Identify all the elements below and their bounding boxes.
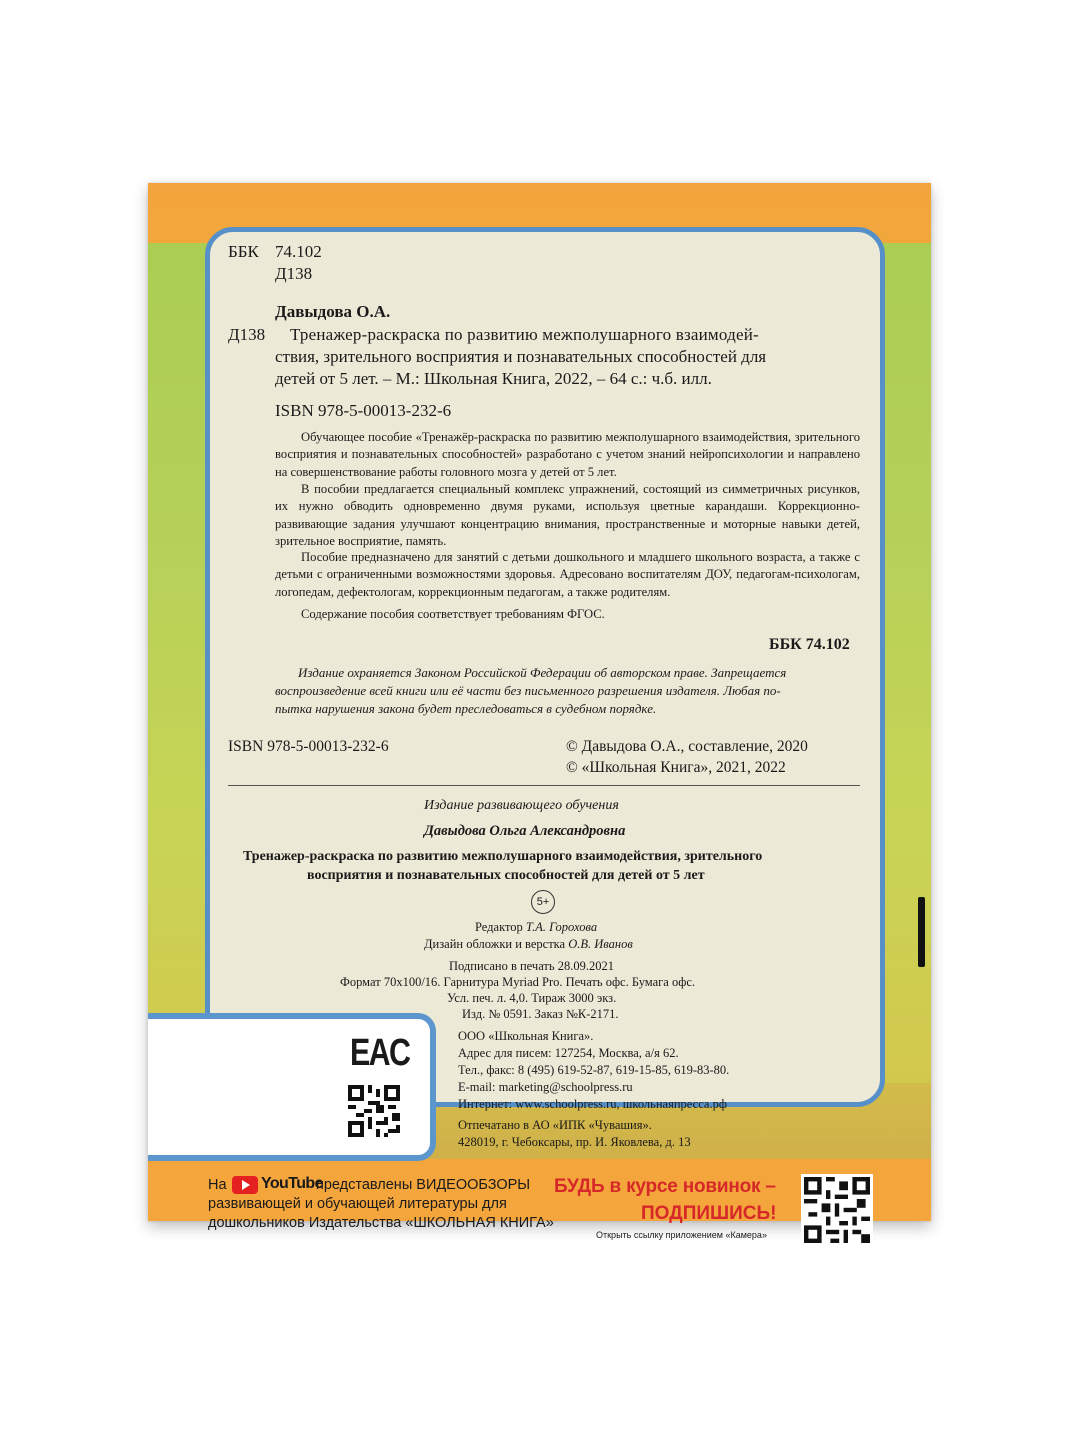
promo-line-1: представлены ВИДЕООБЗОРЫ	[316, 1177, 531, 1193]
publisher-phone: Тел., факс: 8 (495) 619-52-87, 619-15-85, 619-83-80.	[458, 1063, 730, 1077]
qr-code-icon	[348, 1085, 400, 1137]
editor-name: Т.А. Горохова	[525, 920, 598, 934]
publisher-website: Интернет: www.schoolpress.ru, школьнаяпресса.рф	[458, 1097, 727, 1111]
annotation-p2: В пособии предлагается специальный комплекс упражнений, состоящий из симметричных рисунков, их нужно обводить одновременно двумя руками, используя цветные карандаши. Коррекционно-развивающие задания улучшают концентрацию внимания, пространственные и моторные навыки детей, зрительное восприятие, память.	[275, 482, 860, 548]
age-rating-badge: 5+	[531, 890, 555, 914]
promo-on: На	[208, 1177, 227, 1193]
title-line-2: восприятия и познавательных способностей для детей от 5 лет	[307, 868, 705, 883]
bbk-right: ББК 74.102	[769, 636, 850, 653]
editor-line	[475, 920, 597, 935]
publisher-name: ООО «Школьная Книга».	[458, 1029, 594, 1043]
publisher-email: E-mail: marketing@schoolpress.ru	[458, 1080, 633, 1094]
designer-name: О.В. Иванов	[568, 937, 633, 951]
copyright-line-2: воспроизведение всей книги или её части без письменного разрешения издателя. Любая по-	[275, 683, 781, 698]
publisher-address: Адрес для писем: 127254, Москва, а/я 62.	[458, 1046, 679, 1060]
isbn-bottom: ISBN 978-5-00013-232-6	[228, 738, 389, 755]
copyright-line-3: пытка нарушения закона будет преследоваться в судебном порядке.	[275, 701, 657, 716]
cta-line-2: ПОДПИШИСЬ!	[641, 1203, 777, 1224]
biblio-line-1: Тренажер-раскраска по развитию межполушарного взаимодей-	[290, 325, 759, 344]
order-line: Изд. № 0591. Заказ №К-2171.	[462, 1007, 619, 1021]
designer-label: Дизайн обложки и верстка	[424, 937, 566, 951]
annotation-p4: Содержание пособия соответствует требованиям ФГОС.	[301, 607, 605, 621]
annotation-p3: Пособие предназначено для занятий с детьми дошкольного и младшего школьного возраста, а также с детьми с ограниченными возможностями здоровья. Адресовано воспитателям ДОУ, педагогам-психологам, логопедам, дефектологам, коррекционным педагогам, а также родителям.	[275, 550, 860, 599]
isbn-top: ISBN 978-5-00013-232-6	[275, 401, 452, 420]
designer-line	[424, 937, 633, 952]
author-mark: Д138	[275, 264, 313, 283]
edition-type: Издание развивающего обучения	[424, 798, 619, 813]
signed-date: Подписано в печать 28.09.2021	[449, 959, 614, 973]
youtube-wordmark: YouTube	[261, 1175, 323, 1192]
cta-line-1: БУДЬ в курсе новинок –	[554, 1176, 776, 1197]
editor-label: Редактор	[475, 920, 523, 934]
format-line: Формат 70x100/16. Гарнитура Myriad Pro. Печать офс. Бумага офс.	[340, 975, 696, 989]
subscribe-qr-code-icon[interactable]	[801, 1174, 873, 1246]
biblio-line-3: детей от 5 лет. – М.: Школьная Книга, 2022, – 64 с.: ч.б. илл.	[275, 369, 712, 388]
biblio-line-2: ствия, зрительного восприятия и познавательных способностей для	[275, 347, 767, 366]
camera-hint: Открыть ссылку приложением «Камера»	[596, 1230, 767, 1240]
promo-line-2: развивающей и обучающей литературы для	[208, 1196, 507, 1212]
copyright-publisher: © «Школьная Книга», 2021, 2022	[566, 759, 786, 776]
annotation-p1: Обучающее пособие «Тренажёр-раскраска по развитию межполушарного взаимодействия, зрительного восприятия и познавательных способностей» разработано с учетом знаний нейропсихологии и направлено на совершенствование работы головного мозга у детей от 5 лет.	[275, 430, 860, 479]
copyright-author: © Давыдова О.А., составление, 2020	[566, 738, 808, 755]
printer-name: Отпечатано в АО «ИПК «Чувашия».	[458, 1118, 652, 1132]
printer-address: 428019, г. Чебоксары, пр. И. Яковлева, д. 13	[458, 1135, 691, 1149]
copyright-line-1: Издание охраняется Законом Российской Федерации об авторском праве. Запрещается	[298, 665, 787, 680]
bbk-code: 74.102	[275, 242, 322, 261]
promo-line-3: дошкольников Издательства «ШКОЛЬНАЯ КНИГА»	[208, 1215, 554, 1231]
bbk-label: ББК	[228, 242, 259, 261]
eac-mark-icon: EAC	[350, 1032, 410, 1074]
author-name: Давыдова О.А.	[275, 302, 391, 321]
title-line-1: Тренажер-раскраска по развитию межполушарного взаимодействия, зрительного	[243, 849, 763, 864]
divider	[228, 785, 860, 786]
author-full: Давыдова Ольга Александровна	[424, 823, 626, 839]
sheets-line: Усл. печ. л. 4,0. Тираж 3000 экз.	[447, 991, 617, 1005]
youtube-icon	[232, 1176, 258, 1194]
page-edge-tab	[918, 897, 925, 967]
author-mark-2: Д138	[228, 325, 266, 344]
